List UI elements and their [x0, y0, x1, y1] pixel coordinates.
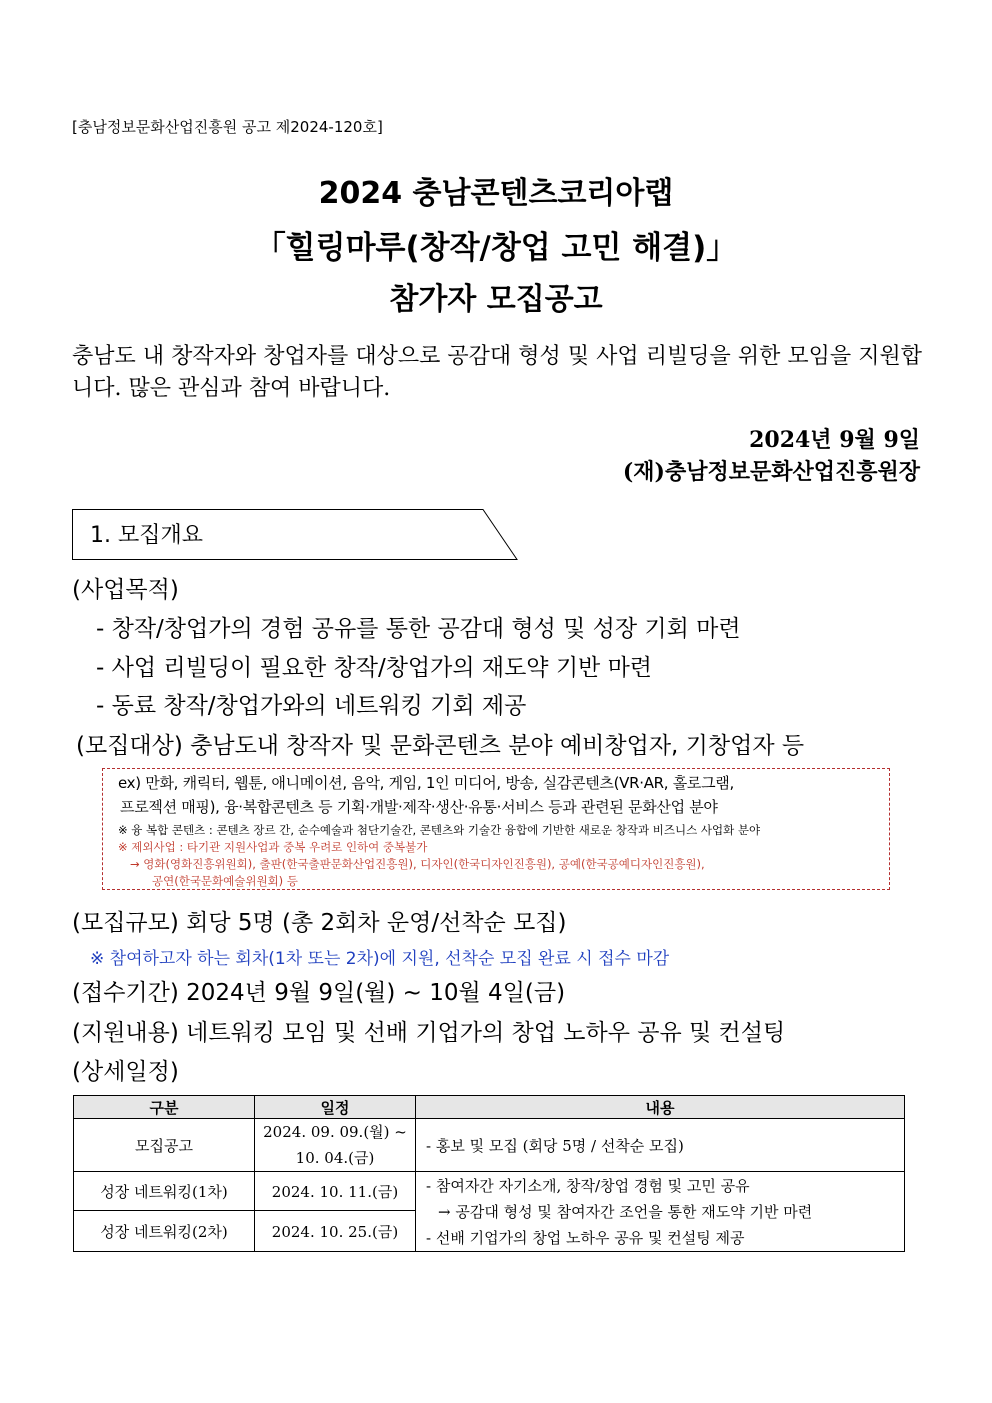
purpose-item: - 동료 창작/창업가와의 네트워킹 기회 제공 [96, 693, 527, 719]
row-date: 2024. 10. 11.(금) [255, 1172, 416, 1211]
header-category: 구분 [74, 1096, 255, 1119]
exclusion-note: ※ 제외사업 : 타기관 지원사업과 중복 우려로 인하여 중복불가 [118, 840, 428, 854]
schedule-table [73, 1095, 905, 1252]
row-category: 성장 네트워킹(2차) [74, 1211, 255, 1252]
scale-line: (모집규모) 회당 5명 (총 2회차 운영/선착순 모집) [72, 910, 567, 936]
period-line: (접수기간) 2024년 9월 9일(월) ~ 10월 4일(금) [72, 980, 566, 1006]
notice-date: 2024년 9월 9일 [749, 427, 920, 453]
purpose-item: - 사업 리빌딩이 필요한 창작/창업가의 재도약 기반 마련 [96, 655, 653, 681]
header-content: 내용 [416, 1096, 905, 1119]
content-line: → 공감대 형성 및 참여자간 조언을 통한 재도약 기반 마련 [438, 1202, 813, 1221]
table-header-row [74, 1096, 905, 1119]
table-row [74, 1172, 905, 1211]
intro-paragraph: 충남도 내 창작자와 창업자를 대상으로 공감대 형성 및 사업 리빌딩을 위한 모임을 지원합니다. 많은 관심과 참여 바랍니다. [72, 344, 922, 401]
table-row [74, 1119, 905, 1172]
example-line: ex) 만화, 캐릭터, 웹툰, 애니메이션, 음악, 게임, 1인 미디어, 방송, 실감콘텐츠(VR·AR, 홀로그램, [118, 774, 734, 792]
example-line: 프로젝션 매핑), 융·복합콘텐츠 등 기획·개발·제작·생산·유통·서비스 등과 관련된 문화산업 분야 [120, 798, 718, 816]
purpose-label: (사업목적) [72, 577, 179, 603]
support-line: (지원내용) 네트워킹 모임 및 선배 기업가의 창업 노하우 공유 및 컨설팅 [72, 1020, 786, 1046]
content-line: - 참여자간 자기소개, 창작/창업 경험 및 고민 공유 [426, 1176, 750, 1195]
networking-content [416, 1172, 905, 1252]
scale-note: ※ 참여하고자 하는 회차(1차 또는 2차)에 지원, 선착순 모집 완료 시 접수 마감 [90, 949, 670, 969]
exclusion-list: → 영화(영화진흥위원회), 출판(한국출판문화산업진흥원), 디자인(한국디자인진흥원), 공예(한국공예디자인진흥원), [130, 857, 705, 871]
notice-number: [충남정보문화산업진흥원 공고 제2024-120호] [72, 118, 383, 136]
row-category: 성장 네트워킹(1차) [74, 1172, 255, 1211]
row-date: 2024. 10. 25.(금) [255, 1211, 416, 1252]
purpose-item: - 창작/창업가의 경험 공유를 통한 공감대 형성 및 성장 기회 마련 [96, 616, 741, 642]
section-title: 1. 모집개요 [90, 523, 203, 548]
header-date: 일정 [255, 1096, 416, 1119]
row-category: 모집공고 [74, 1119, 255, 1172]
organization-name: (재)충남정보문화산업진흥원장 [622, 459, 920, 485]
row-date-line: 2024. 09. 09.(월) ~ [263, 1123, 407, 1141]
title-line-1: 2024 충남콘텐츠코리아랩 [318, 176, 674, 211]
row-content: - 홍보 및 모집 (회당 5명 / 선착순 모집) [416, 1119, 905, 1172]
exclusion-list: 공연(한국문화예술위원회) 등 [152, 874, 298, 888]
fusion-note: ※ 융 복합 콘텐츠 : 콘텐츠 장르 간, 순수예술과 첨단기술간, 콘텐츠와 기술간 융합에 기반한 새로운 창작과 비즈니스 사업화 분야 [118, 823, 761, 837]
schedule-label: (상세일정) [72, 1059, 179, 1085]
row-date [255, 1119, 416, 1172]
title-line-3: 참가자 모집공고 [389, 282, 603, 317]
target-line: (모집대상) 충남도내 창작자 및 문화콘텐츠 분야 예비창업자, 기창업자 등 [76, 733, 805, 759]
row-date-line: 10. 04.(금) [295, 1149, 375, 1167]
title-line-2: 「힐링마루(창작/창업 고민 해결)」 [254, 230, 738, 266]
content-line: - 선배 기업가의 창업 노하우 공유 및 컨설팅 제공 [426, 1228, 745, 1247]
